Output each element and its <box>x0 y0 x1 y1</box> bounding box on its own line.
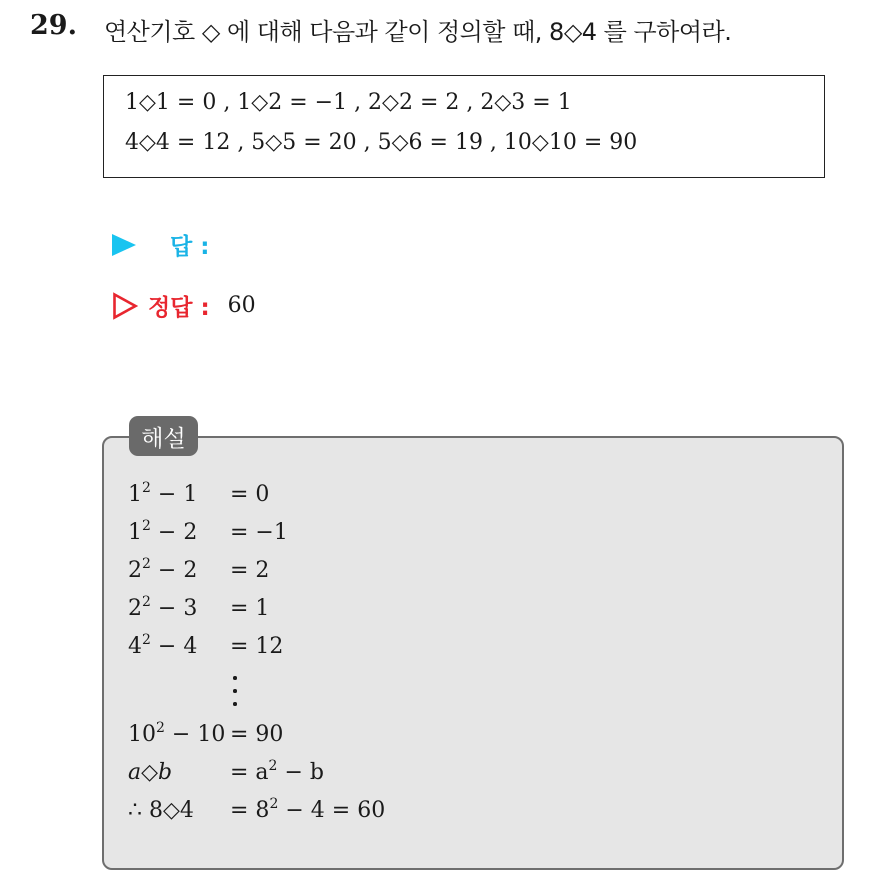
final-exponent: 2 <box>269 796 279 812</box>
solution-row <box>128 634 283 659</box>
solution-row <box>128 722 283 747</box>
row-rhs: = 12 <box>230 634 284 659</box>
row-base: 2 <box>128 558 142 583</box>
row-tail: − 2 <box>150 520 198 545</box>
row-exponent: 2 <box>142 632 151 648</box>
solution-tab: 해설 <box>129 416 198 456</box>
row-rhs: = −1 <box>230 520 288 545</box>
general-tail: − b <box>277 760 324 785</box>
definition-line: 1◇1 = 0 , 1◇2 = −1 , 2◇2 = 2 , 2◇3 = 1 <box>125 90 572 115</box>
final-rhs: = 8 <box>230 798 270 823</box>
row-tail: − 2 <box>150 558 198 583</box>
row-tail: − 4 <box>150 634 198 659</box>
row-base: 1 <box>128 520 142 545</box>
row-base: 2 <box>128 596 142 621</box>
vertical-dots-icon <box>233 676 237 708</box>
solution-row <box>128 596 269 621</box>
final-lhs: ∴ 8◇4 <box>128 798 194 823</box>
answer-row <box>112 228 209 261</box>
row-rhs: = 1 <box>230 596 270 621</box>
solution-row <box>128 482 269 507</box>
row-base: 10 <box>128 722 156 747</box>
question-number: 29. <box>30 10 77 41</box>
general-lhs: a◇b <box>128 760 173 785</box>
row-rhs: = 90 <box>230 722 284 747</box>
answer-label: 답 : <box>170 234 210 260</box>
general-exponent: 2 <box>268 758 278 774</box>
definition-box <box>103 75 825 178</box>
outline-play-icon <box>112 292 138 320</box>
correct-answer-value: 60 <box>227 293 256 318</box>
row-base: 1 <box>128 482 142 507</box>
row-rhs: = 0 <box>230 482 270 507</box>
general-rule-row <box>128 760 324 785</box>
correct-answer-label: 정답 : <box>148 295 210 321</box>
filled-play-icon <box>112 234 136 256</box>
row-exponent: 2 <box>142 518 151 534</box>
question-text: 연산기호 ◇ 에 대해 다음과 같이 정의할 때, 8◇4 를 구하여라. <box>104 18 732 46</box>
row-exponent: 2 <box>142 480 151 496</box>
solution-row <box>128 520 288 545</box>
solution-row <box>128 558 269 583</box>
definition-line: 4◇4 = 12 , 5◇5 = 20 , 5◇6 = 19 , 10◇10 = 90 <box>125 130 638 155</box>
row-rhs: = 2 <box>230 558 270 583</box>
row-exponent: 2 <box>156 720 165 736</box>
row-exponent: 2 <box>142 556 151 572</box>
final-result-row <box>128 798 385 823</box>
row-exponent: 2 <box>142 594 151 610</box>
row-tail: − 10 <box>164 722 226 747</box>
row-tail: − 3 <box>150 596 198 621</box>
correct-answer-row <box>112 289 256 322</box>
final-tail: − 4 = 60 <box>278 798 386 823</box>
general-rhs: = a <box>230 760 269 785</box>
row-tail: − 1 <box>150 482 198 507</box>
row-base: 4 <box>128 634 142 659</box>
